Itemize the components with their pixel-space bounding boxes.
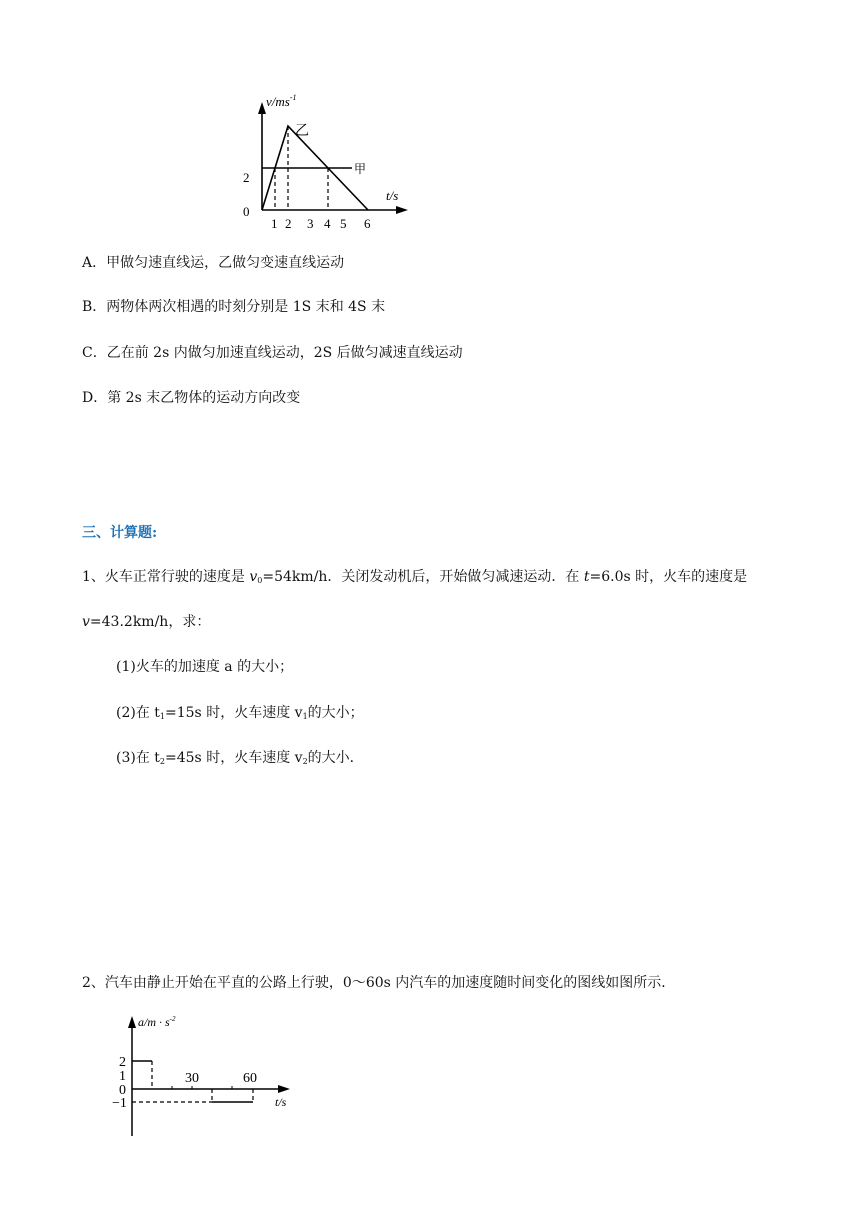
series-yi-label: 乙 [295, 124, 309, 139]
option-text: 两物体两次相遇的时刻分别是 1S 末和 4S 末 [106, 299, 386, 315]
x-tick-5: 5 [340, 216, 347, 231]
option-letter: B． [82, 299, 107, 315]
q1-var-v: v [82, 614, 90, 630]
acceleration-time-graph [112, 1010, 302, 1142]
x-axis-arrow [396, 206, 408, 214]
q1-sub3-vsub: 2 [302, 757, 308, 766]
y-axis-arrow [258, 102, 266, 114]
q1-sub2-vsub: 1 [302, 712, 308, 721]
q1-sub3-text: (3)在 t [116, 750, 160, 766]
q1-sub2-text: (2)在 t [116, 705, 160, 721]
x-tick-4: 4 [324, 216, 331, 231]
section-title: 三、计算题: [82, 525, 158, 541]
q1-var-t: t [583, 569, 590, 585]
x-axis-arrow [278, 1085, 290, 1093]
q1-sub2-tsub: 1 [159, 712, 166, 721]
x-axis-label: t/s [386, 188, 399, 203]
option-letter: D． [82, 390, 108, 406]
q1-text: 1、火车正常行驶的速度是 [82, 569, 250, 585]
question-1-sub-2 [116, 703, 364, 727]
q1-var-v0: v [249, 569, 258, 585]
x-tick-30: 30 [185, 1071, 199, 1086]
option-letter: C． [82, 345, 107, 361]
y-tick-minus1: −1 [112, 1096, 127, 1111]
y-tick-2: 2 [119, 1055, 126, 1070]
option-text: 甲做匀速直线运，乙做匀变速直线运动 [106, 255, 345, 271]
option-text: 第 2s 末乙物体的运动方向改变 [107, 390, 301, 406]
question-1-line-2 [82, 612, 210, 632]
q1-text: =6.0s 时，火车的速度是 [589, 569, 748, 585]
option-c [82, 343, 463, 363]
q1-sub3-text: 的大小． [307, 750, 364, 766]
option-d [82, 388, 300, 408]
y-axis-arrow [128, 1016, 136, 1028]
y-tick-0: 0 [119, 1083, 126, 1098]
option-letter: A． [82, 255, 107, 271]
x-axis-label: t/s [275, 1095, 287, 1109]
option-text: 乙在前 2s 内做匀加速直线运动，2S 后做匀减速直线运动 [106, 345, 463, 361]
q1-text: =54km/h．关闭发动机后，开始做匀减速运动．在 [262, 569, 584, 585]
y-tick-1: 1 [119, 1069, 126, 1084]
question-1-line-1 [82, 567, 747, 591]
y-tick-2: 2 [243, 170, 250, 185]
x-tick-1: 1 [271, 216, 278, 231]
y-tick-0: 0 [243, 204, 250, 219]
q1-sub3-text: =45s 时，火车速度 v [165, 750, 303, 766]
x-tick-2: 2 [285, 216, 292, 231]
y-axis-label: $a/m \cdot s^{-2}$ [138, 1015, 176, 1029]
q1-text: =43.2km/h，求： [89, 614, 211, 630]
question-1-sub-3 [116, 748, 364, 772]
q1-sub-0: 0 [257, 576, 263, 585]
x-tick-6: 6 [364, 216, 371, 231]
velocity-time-graph [240, 88, 415, 233]
x-tick-60: 60 [243, 1071, 257, 1086]
q1-sub2-text: 的大小； [307, 705, 364, 721]
q1-sub3-tsub: 2 [159, 757, 166, 766]
q1-sub1-text: (1)火车的加速度 a 的大小； [116, 659, 294, 675]
y-axis-label: $v/ms^{-1}$ [266, 93, 297, 109]
option-a [82, 253, 344, 273]
q1-sub2-text: =15s 时，火车速度 v [165, 705, 303, 721]
x-tick-3: 3 [307, 216, 314, 231]
option-b [82, 297, 385, 317]
series-jia-label: 甲 [354, 162, 367, 176]
question-2-text: 2、汽车由静止开始在平直的公路上行驶，0～60s 内汽车的加速度随时间变化的图线如图所示． [82, 975, 676, 991]
question-1-sub-1 [116, 657, 293, 677]
